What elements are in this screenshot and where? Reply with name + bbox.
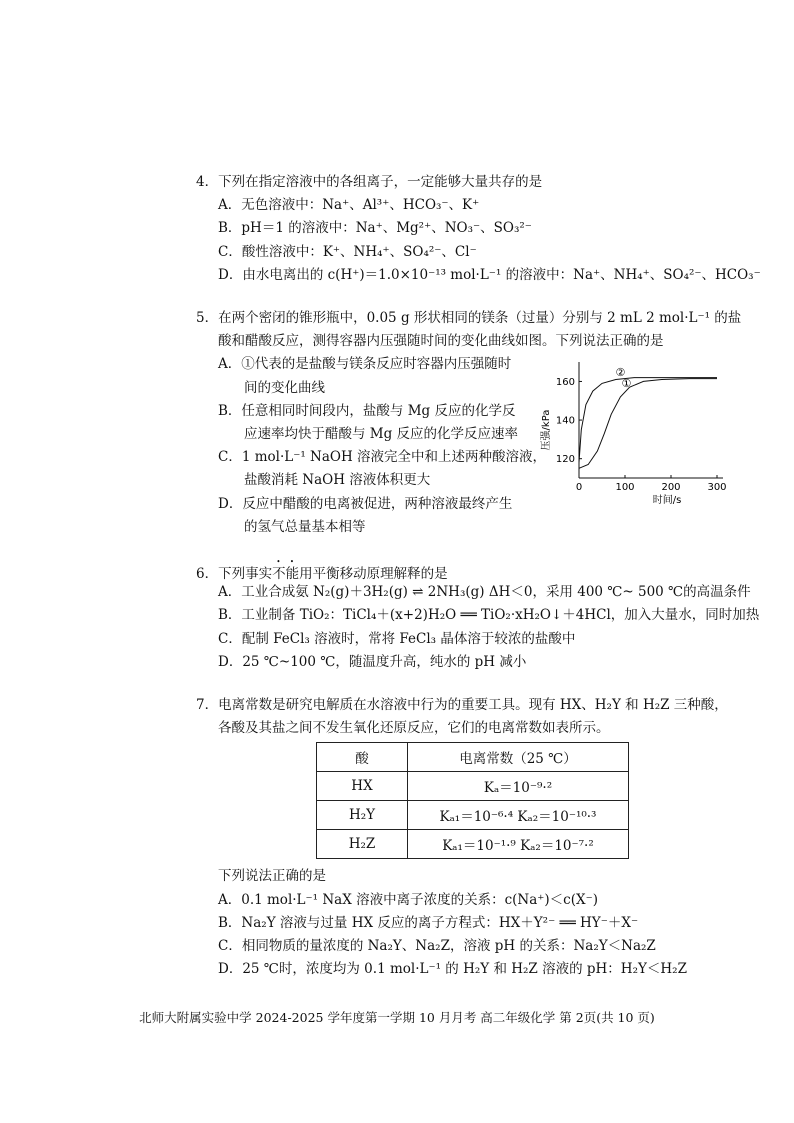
- chart-axes: [579, 362, 723, 478]
- series-line: [579, 379, 717, 469]
- table-cell-acid: H₂Z: [317, 830, 408, 859]
- ionization-constant-table: [316, 742, 629, 859]
- x-tick-label: 100: [615, 482, 635, 493]
- table-row: [317, 801, 629, 830]
- chart-x-label: 时间/s: [652, 495, 682, 506]
- q7-prompt: 下列说法正确的是: [218, 868, 326, 885]
- q6-stem-emphasis: 不能: [272, 566, 300, 582]
- q7-option-b: B．Na₂Y 溶液与过量 HX 反应的离子方程式：HX＋Y²⁻ ══ HY⁻＋X⁻: [218, 914, 639, 931]
- chart-series: [579, 366, 717, 468]
- q5-option-d-cont: 的氢气总量基本相等: [244, 518, 366, 535]
- q7-option-c: C．相同物质的量浓度的 Na₂Y、Na₂Z，溶液 pH 的关系：Na₂Y＜Na₂Z: [218, 937, 656, 954]
- x-tick-label: 200: [661, 482, 681, 493]
- table-header-acid: 酸: [317, 743, 408, 772]
- y-tick-label: 120: [555, 454, 575, 466]
- table-cell-constant: Kₐ₁＝10⁻¹·⁹ Kₐ₂＝10⁻⁷·²: [408, 830, 629, 859]
- q5-option-a-cont: 间的变化曲线: [244, 379, 325, 396]
- q6-stem-post: 用平衡移动原理解释的是: [299, 566, 448, 582]
- chart-ticks: [556, 377, 727, 493]
- q5-stem-line1: 5．在两个密闭的锥形瓶中，0.05 g 形状相同的镁条（过量）分别与 2 mL 2 mol·L⁻¹ 的盐: [196, 310, 742, 326]
- y-tick-label: 160: [555, 376, 575, 388]
- table-row: [317, 830, 629, 859]
- y-tick-label: 140: [555, 415, 575, 427]
- table-cell-constant: Kₐ₁＝10⁻⁶·⁴ Kₐ₂＝10⁻¹⁰·³: [408, 801, 629, 830]
- question-7: [196, 694, 756, 981]
- q6-stem: [196, 558, 756, 581]
- q6-stem-pre: 6．下列事实: [196, 566, 273, 582]
- series-label: ①: [621, 377, 632, 391]
- q4-option-d: D．由水电离出的 c(H⁺)＝1.0×10⁻¹³ mol·L⁻¹ 的溶液中：Na⁺、NH₄⁺、SO₄²⁻、HCO₃⁻: [218, 266, 761, 283]
- q5-option-c-cont: 盐酸消耗 NaOH 溶液体积更大: [244, 472, 431, 489]
- q7-option-a: A．0.1 mol·L⁻¹ NaX 溶液中离子浓度的关系：c(Na⁺)＜c(X⁻): [218, 891, 599, 908]
- q7-option-d: D．25 ℃时，浓度均为 0.1 mol·L⁻¹ 的 H₂Y 和 H₂Z 溶液的 pH：H₂Y＜H₂Z: [218, 961, 687, 978]
- question-6: [196, 558, 760, 674]
- table-row: [317, 772, 629, 801]
- series-line: [579, 378, 717, 463]
- q5-option-d: D．反应中醋酸的电离被促进，两种溶液最终产生: [218, 495, 513, 512]
- q4-option-a: A．无色溶液中：Na⁺、Al³⁺、HCO₃⁻、K⁺: [218, 197, 480, 214]
- question-4: [196, 171, 761, 287]
- table-cell-acid: HX: [317, 772, 408, 801]
- q4-option-c: C．酸性溶液中：K⁺、NH₄⁺、SO₄²⁻、Cl⁻: [218, 243, 477, 260]
- q4-stem: 4．下列在指定溶液中的各组离子，一定能够大量共存的是: [196, 174, 543, 190]
- x-tick-label: 300: [707, 482, 727, 493]
- q6-option-c: C．配制 FeCl₃ 溶液时，常将 FeCl₃ 晶体溶于较浓的盐酸中: [218, 630, 576, 647]
- q5-stem-line2: 酸和醋酸反应，测得容器内压强随时间的变化曲线如图。下列说法正确的是: [218, 333, 664, 350]
- q6-option-b: B．工业制备 TiO₂：TiCl₄＋(x+2)H₂O ══ TiO₂·xH₂O↓＋4HCl，加入大量水，同时加热: [218, 607, 760, 624]
- table-header-row: [317, 743, 629, 772]
- chart-y-label: 压强/kPa: [541, 409, 552, 451]
- table-cell-acid: H₂Y: [317, 801, 408, 830]
- table-cell-constant: Kₐ＝10⁻⁹·²: [408, 772, 629, 801]
- q5-option-c: C．1 mol·L⁻¹ NaOH 溶液完全中和上述两种酸溶液，: [218, 449, 547, 466]
- x-tick-label: 0: [575, 482, 583, 493]
- q6-option-d: D．25 ℃~100 ℃，随温度升高，纯水的 pH 减小: [218, 653, 527, 670]
- q7-stem-line2: 各酸及其盐之间不发生氧化还原反应，它们的电离常数如表所示。: [218, 720, 610, 737]
- q5-option-a: A．①代表的是盐酸与镁条反应时容器内压强随时: [218, 356, 512, 373]
- q7-stem-line1: 7．电离常数是研究电解质在水溶液中行为的重要工具。现有 HX、H₂Y 和 H₂Z 三种酸，: [196, 697, 728, 713]
- q4-option-b: B．pH＝1 的溶液中：Na⁺、Mg²⁺、NO₃⁻、SO₃²⁻: [218, 220, 532, 237]
- pressure-time-chart: [535, 360, 750, 510]
- q6-option-a: A．工业合成氨 N₂(g)＋3H₂(g) ⇌ 2NH₃(g) ΔH＜0，采用 400 ℃~ 500 ℃的高温条件: [218, 584, 751, 601]
- series-label: ②: [615, 366, 626, 380]
- q5-option-b-cont: 应速率均快于醋酸与 Mg 反应的化学反应速率: [244, 425, 519, 442]
- q5-option-b: B．任意相同时间段内，盐酸与 Mg 反应的化学反: [218, 402, 516, 419]
- table-header-constant: 电离常数（25 ℃）: [408, 743, 629, 772]
- page-footer: 北师大附属实验中学 2024-2025 学年度第一学期 10 月月考 高二年级化学 第 2页(共 10 页): [139, 1010, 655, 1025]
